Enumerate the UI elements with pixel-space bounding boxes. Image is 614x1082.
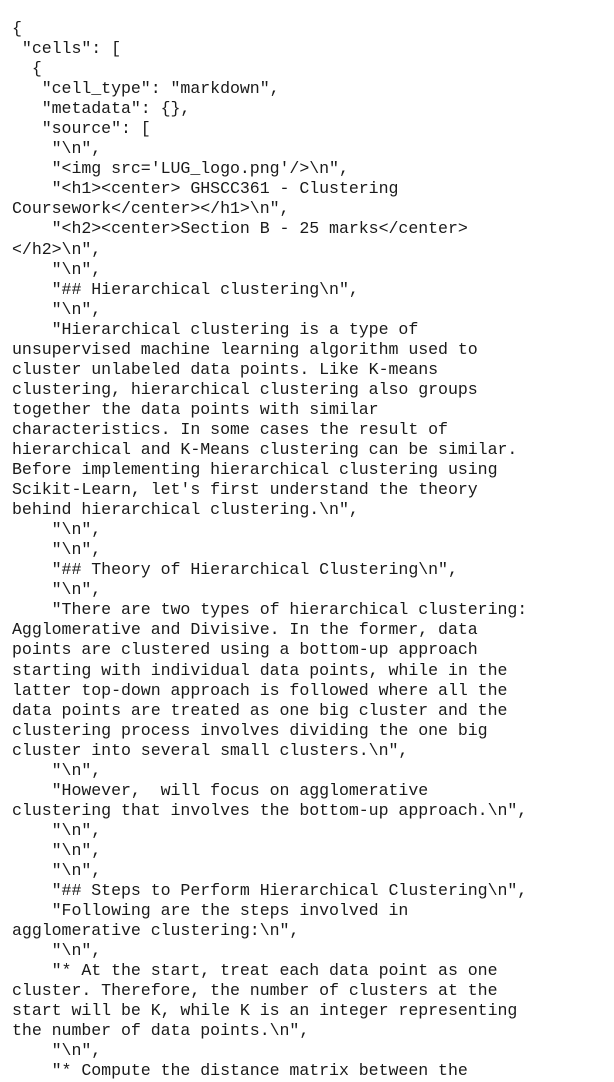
text-line: {: [12, 19, 22, 38]
text-line: "\n",: [12, 860, 102, 880]
text-line: Coursework</center></h1>\n",: [12, 199, 290, 219]
text-line: Scikit-Learn, let's first understand the theory: [12, 480, 478, 500]
text-line: cluster. Therefore, the number of clusters at the: [12, 981, 498, 1001]
text-line: "<h1><center> GHSCC361 - Clustering: [12, 179, 399, 199]
text-line: "\n",: [12, 580, 102, 600]
text-line: "\n",: [12, 540, 102, 560]
text-line: "There are two types of hierarchical clustering:: [12, 600, 528, 620]
text-line: "\n",: [12, 520, 102, 540]
text-line: Agglomerative and Divisive. In the former, data: [12, 620, 478, 640]
text-line: "However, will focus on agglomerative: [12, 780, 429, 800]
text-line: "cell_type": "markdown",: [12, 79, 280, 99]
text-line: cluster into several small clusters.\n",: [12, 740, 409, 760]
text-line: unsupervised machine learning algorithm used to: [12, 339, 478, 359]
text-line: data points are treated as one big cluster and the: [12, 700, 508, 720]
text-line: "## Steps to Perform Hierarchical Clustering\n",: [12, 881, 528, 901]
text-line: hierarchical and K-Means clustering can be similar.: [12, 439, 518, 459]
text-line: "\n",: [12, 840, 102, 860]
text-line: "\n",: [12, 299, 102, 319]
text-line: "## Hierarchical clustering\n",: [12, 279, 359, 299]
text-line: "* Compute the distance matrix between the: [12, 1061, 468, 1081]
text-line: "## Theory of Hierarchical Clustering\n",: [12, 560, 458, 580]
text-line: behind hierarchical clustering.\n",: [12, 500, 359, 520]
text-line: "<h2><center>Section B - 25 marks</center>: [12, 219, 468, 239]
text-line: "source": [: [12, 119, 151, 139]
text-line: "\n",: [12, 259, 102, 279]
text-line: points are clustered using a bottom-up approach: [12, 640, 478, 660]
text-line: "Hierarchical clustering is a type of: [12, 319, 419, 339]
text-line: "\n",: [12, 760, 102, 780]
text-line: "cells": [: [12, 39, 121, 59]
text-line: "<img src='LUG_logo.png'/>\n",: [12, 159, 349, 179]
text-line: characteristics. In some cases the result of: [12, 419, 448, 439]
text-line: "Following are the steps involved in: [12, 901, 409, 921]
text-line: agglomerative clustering:\n",: [12, 921, 300, 941]
text-line: together the data points with similar: [12, 399, 379, 419]
text-line: clustering that involves the bottom-up approach.\n",: [12, 800, 528, 820]
text-line: "\n",: [12, 820, 102, 840]
text-line: {: [12, 59, 42, 79]
text-line: </h2>\n",: [12, 239, 102, 259]
text-line: "metadata": {},: [12, 99, 191, 119]
text-line: cluster unlabeled data points. Like K-means: [12, 359, 439, 379]
text-line: clustering, hierarchical clustering also groups: [12, 379, 478, 399]
text-line: Before implementing hierarchical clustering using: [12, 460, 498, 480]
text-line: start will be K, while K is an integer representing: [12, 1001, 518, 1021]
text-line: starting with individual data points, while in the: [12, 660, 508, 680]
text-line: "\n",: [12, 139, 102, 159]
text-line: "\n",: [12, 941, 102, 961]
text-line: "* At the start, treat each data point as one: [12, 961, 498, 981]
text-line: clustering process involves dividing the one big: [12, 720, 488, 740]
text-line: the number of data points.\n",: [12, 1021, 310, 1041]
text-line: "\n",: [12, 1041, 102, 1061]
text-line: latter top-down approach is followed where all the: [12, 680, 508, 700]
notebook-json-text: [12, 19, 614, 1081]
